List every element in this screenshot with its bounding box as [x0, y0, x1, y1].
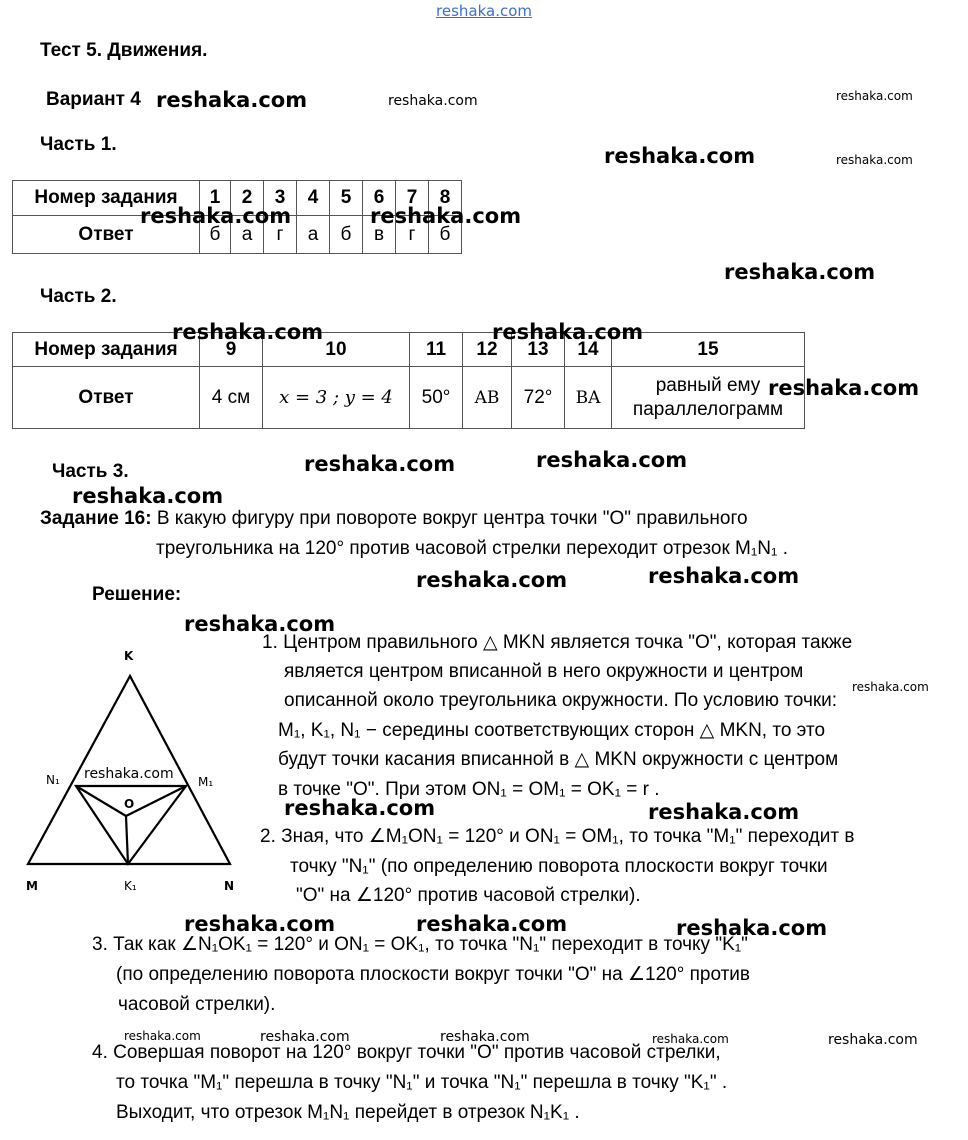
watermark: reshaka.com — [604, 144, 756, 168]
step1-line5: будут точки касания вписанной в △ MKN окружности с центром — [278, 749, 839, 770]
part1-heading: Часть 1. — [40, 134, 117, 155]
segment-o-k1 — [126, 816, 128, 864]
watermark: reshaka.com — [72, 484, 224, 508]
step1-line6: в точке "О". При этом ON₁ = OM₁ = OK₁ = r . — [278, 779, 660, 800]
part2-task-num: 12 — [463, 333, 512, 367]
part1-task-num: 4 — [297, 181, 330, 216]
part2-task-header: Номер задания — [13, 333, 200, 367]
watermark: reshaka.com — [304, 452, 456, 476]
watermark: reshaka.com — [124, 1029, 201, 1043]
part1-answer: г — [396, 216, 429, 254]
part2-task-num: 10 — [263, 333, 410, 367]
watermark: reshaka.com — [768, 376, 920, 400]
part1-answer: а — [297, 216, 330, 254]
part2-task-num: 14 — [565, 333, 612, 367]
watermark: reshaka.com — [652, 1032, 729, 1046]
part2-answer-15-line2: параллелограмм — [632, 398, 784, 420]
part2-answer: 50° — [410, 367, 463, 429]
part2-answer: 72° — [512, 367, 565, 429]
task16-text-1: В какую фигуру при повороте вокруг центра точки "О" правильного — [156, 508, 748, 529]
part1-answer: г — [264, 216, 297, 254]
step1-text: Центром правильного △ MKN является точка "О", которая также — [283, 632, 853, 653]
watermark: reshaka.com — [492, 320, 644, 344]
part1-answer: а — [231, 216, 264, 254]
label-o: O — [124, 797, 135, 811]
part2-answer-15-line1: равный ему — [655, 374, 761, 396]
watermark: reshaka.com — [140, 204, 292, 228]
part2-task-num: 15 — [612, 333, 805, 367]
watermark: reshaka.com — [828, 1032, 918, 1048]
part1-task-num: 6 — [363, 181, 396, 216]
watermark: reshaka.com — [284, 796, 436, 820]
segment-o-m1 — [126, 786, 186, 816]
label-m1: M₁ — [198, 775, 214, 789]
step2-num: 2. — [260, 826, 276, 847]
top-site-link[interactable]: reshaka.com — [436, 2, 532, 20]
part2-answer: 4 см — [200, 367, 263, 429]
step1-line2: является центром вписанной в него окружности и центром — [284, 661, 804, 682]
watermark: reshaka.com — [836, 89, 913, 103]
step1-num: 1. — [262, 632, 278, 653]
task16-label: Задание 16: — [40, 508, 152, 529]
solution-label: Решение: — [92, 584, 182, 605]
part1-answer-header: Ответ — [13, 216, 200, 254]
part1-task-num: 3 — [264, 181, 297, 216]
part1-task-num: 2 — [231, 181, 264, 216]
part2-task-row — [13, 333, 805, 367]
part1-answer: б — [200, 216, 231, 254]
step4-line2: то точка "M₁" перешла в точку "N₁" и точка "N₁" перешла в точку "K₁" . — [116, 1072, 728, 1093]
step3-num: 3. — [92, 934, 108, 955]
part2-table — [12, 332, 805, 429]
step4-num: 4. — [92, 1042, 108, 1063]
step2-line1 — [260, 822, 854, 852]
step4-line3: Выходит, что отрезок M₁N₁ перейдет в отрезок N₁K₁ . — [116, 1102, 580, 1123]
label-n: N — [224, 879, 235, 893]
part1-task-num: 1 — [200, 181, 231, 216]
part1-task-header: Номер задания — [13, 181, 200, 216]
watermark: reshaka.com — [676, 916, 828, 940]
page-title: Тест 5. Движения. — [40, 40, 208, 61]
step2-text: Зная, что ∠M₁ON₁ = 120° и ON₁ = OM₁, то точка "M₁" переходит в — [281, 826, 855, 847]
task16-line1 — [40, 504, 748, 534]
watermark: reshaka.com — [648, 564, 800, 588]
part2-task-num: 13 — [512, 333, 565, 367]
step1-line1 — [262, 628, 852, 658]
part2-task-num: 9 — [200, 333, 263, 367]
part2-answer: AB — [463, 367, 512, 429]
triangle-figure — [18, 640, 258, 900]
watermark: reshaka.com — [184, 912, 336, 936]
step4-text: Совершая поворот на 120° вокруг точки "O" против часовой стрелки, — [113, 1042, 721, 1063]
watermark: reshaka.com — [648, 800, 800, 824]
part1-task-num: 8 — [429, 181, 462, 216]
part2-answer: BA — [565, 367, 612, 429]
watermark: reshaka.com — [416, 912, 568, 936]
watermark: reshaka.com — [184, 612, 336, 636]
step3-line3: часовой стрелки). — [118, 994, 276, 1015]
part1-answer: б — [429, 216, 462, 254]
watermark: reshaka.com — [724, 260, 876, 284]
watermark: reshaka.com — [260, 1029, 350, 1045]
watermark: reshaka.com — [172, 320, 324, 344]
figure-watermark: reshaka.com — [84, 766, 174, 782]
step2-line2: точку "N₁" (по определению поворота плоскости вокруг точки — [290, 856, 828, 877]
step1-line4: M₁, K₁, N₁ − середины соответствующих сторон △ MKN, то это — [278, 720, 826, 741]
part2-answer-header: Ответ — [13, 367, 200, 429]
part2-task-num: 11 — [410, 333, 463, 367]
watermark: reshaka.com — [536, 448, 688, 472]
watermark: reshaka.com — [370, 204, 522, 228]
label-n1: N₁ — [46, 773, 60, 787]
variant-label: Вариант 4 — [46, 89, 141, 110]
part2-answer-row — [13, 367, 805, 429]
watermark: reshaka.com — [852, 680, 929, 694]
part1-task-num: 7 — [396, 181, 429, 216]
part2-answer: x = 3 ; y = 4 — [263, 367, 410, 429]
part1-answer: б — [330, 216, 363, 254]
task16-line2: треугольника на 120° против часовой стрелки переходит отрезок M₁N₁ . — [156, 538, 788, 559]
label-k: K — [124, 649, 134, 663]
label-m: M — [26, 879, 38, 893]
watermark: reshaka.com — [156, 88, 308, 112]
part1-answer: в — [363, 216, 396, 254]
label-k1: K₁ — [124, 879, 137, 893]
part1-task-num: 5 — [330, 181, 363, 216]
part2-heading: Часть 2. — [40, 286, 117, 307]
part3-heading: Часть 3. — [52, 461, 129, 482]
step3-line2: (по определению поворота плоскости вокруг точки "О" на ∠120° против — [116, 964, 751, 985]
watermark: reshaka.com — [836, 153, 913, 167]
watermark: reshaka.com — [416, 568, 568, 592]
watermark: reshaka.com — [388, 93, 478, 109]
step3-text: Так как ∠N₁OK₁ = 120° и ON₁ = OK₁, то точка "N₁" переходит в точку "K₁" — [113, 934, 748, 955]
watermark: reshaka.com — [440, 1029, 530, 1045]
step2-line3: "О" на ∠120° против часовой стрелки). — [296, 885, 641, 906]
step1-line3: описанной около треугольника окружности. По условию точки: — [284, 690, 838, 711]
segment-o-n1 — [76, 786, 126, 816]
